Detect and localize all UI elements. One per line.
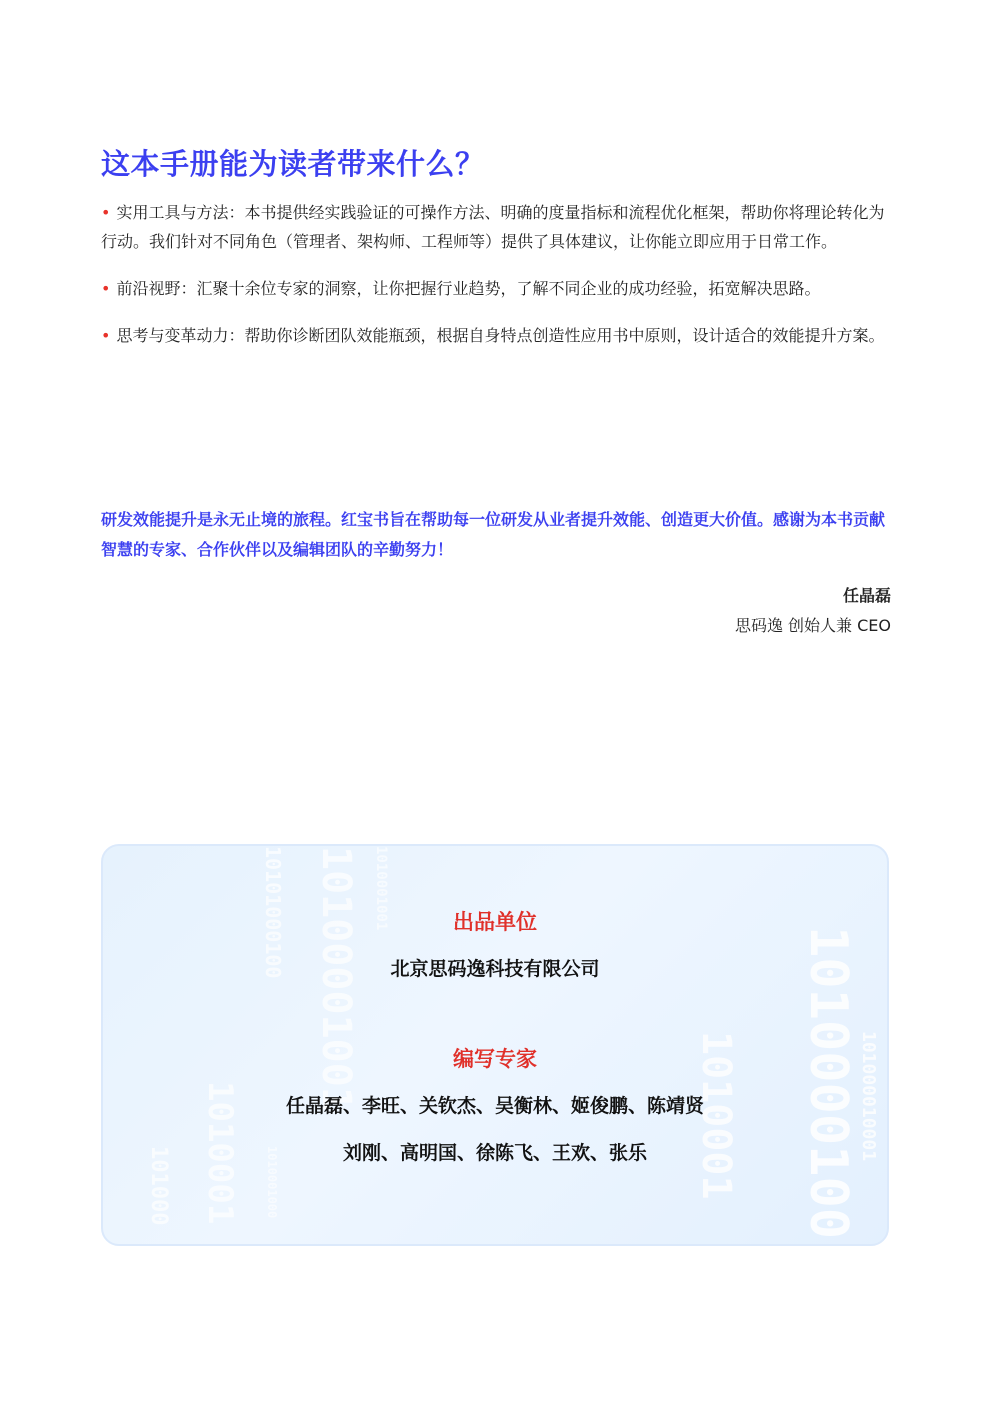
binary-watermark: 1010001 xyxy=(693,1031,739,1200)
binary-watermark: 101000010001 xyxy=(858,1031,879,1162)
binary-watermark: 10100001001 xyxy=(313,846,359,1111)
binary-watermark: 1010001 xyxy=(200,1081,240,1225)
credits-card xyxy=(101,844,889,1246)
experts-label: 编写专家 xyxy=(453,1047,537,1071)
benefits-list xyxy=(101,198,891,368)
bullet-dot-icon: • xyxy=(101,203,111,222)
binary-watermark: 10101000100 xyxy=(261,846,285,979)
closing-statement: 研发效能提升是永无止境的旅程。红宝书旨在帮助每一位研发从业者提升效能、创造更大价值。感谢为本书贡献智慧的专家、合作伙伴以及编辑团队的辛勤努力！ xyxy=(101,510,886,559)
list-item xyxy=(101,198,891,256)
bullet-dot-icon: • xyxy=(101,326,111,345)
list-item-text: 前沿视野：汇聚十余位专家的洞察，让你把握行业趋势，了解不同企业的成功经验，拓宽解决思路。 xyxy=(116,279,821,298)
binary-watermark: 1010001001 xyxy=(373,846,389,931)
binary-watermark: 1010000100 xyxy=(798,926,858,1240)
bullet-dot-icon: • xyxy=(101,279,111,298)
experts-line-2: 刘刚、高明国、徐陈飞、王欢、张乐 xyxy=(342,1142,647,1164)
signature-title: 思码逸 创始人兼 CEO xyxy=(734,616,891,635)
list-item xyxy=(101,274,891,303)
publisher-name: 北京思码逸科技有限公司 xyxy=(390,958,600,980)
binary-watermark: 1010001000 xyxy=(265,1146,279,1219)
experts-line-1: 任晶磊、李旺、关钦杰、吴衡林、姬俊鹏、陈靖贤 xyxy=(285,1095,704,1117)
binary-watermark: 101000 xyxy=(146,1146,171,1226)
list-item-text: 思考与变革动力：帮助你诊断团队效能瓶颈，根据自身特点创造性应用书中原则，设计适合的效能提升方案。 xyxy=(116,326,885,345)
signature-name: 任晶磊 xyxy=(842,586,891,605)
publisher-label: 出品单位 xyxy=(453,910,537,934)
list-item-text: 实用工具与方法：本书提供经实践验证的可操作方法、明确的度量指标和流程优化框架，帮助你将理论转化为行动。我们针对不同角色（管理者、架构师、工程师等）提供了具体建议，让你能立即应用于日常工作。 xyxy=(101,203,885,251)
list-item xyxy=(101,321,891,350)
page-title: 这本手册能为读者带来什么？ xyxy=(101,147,485,181)
